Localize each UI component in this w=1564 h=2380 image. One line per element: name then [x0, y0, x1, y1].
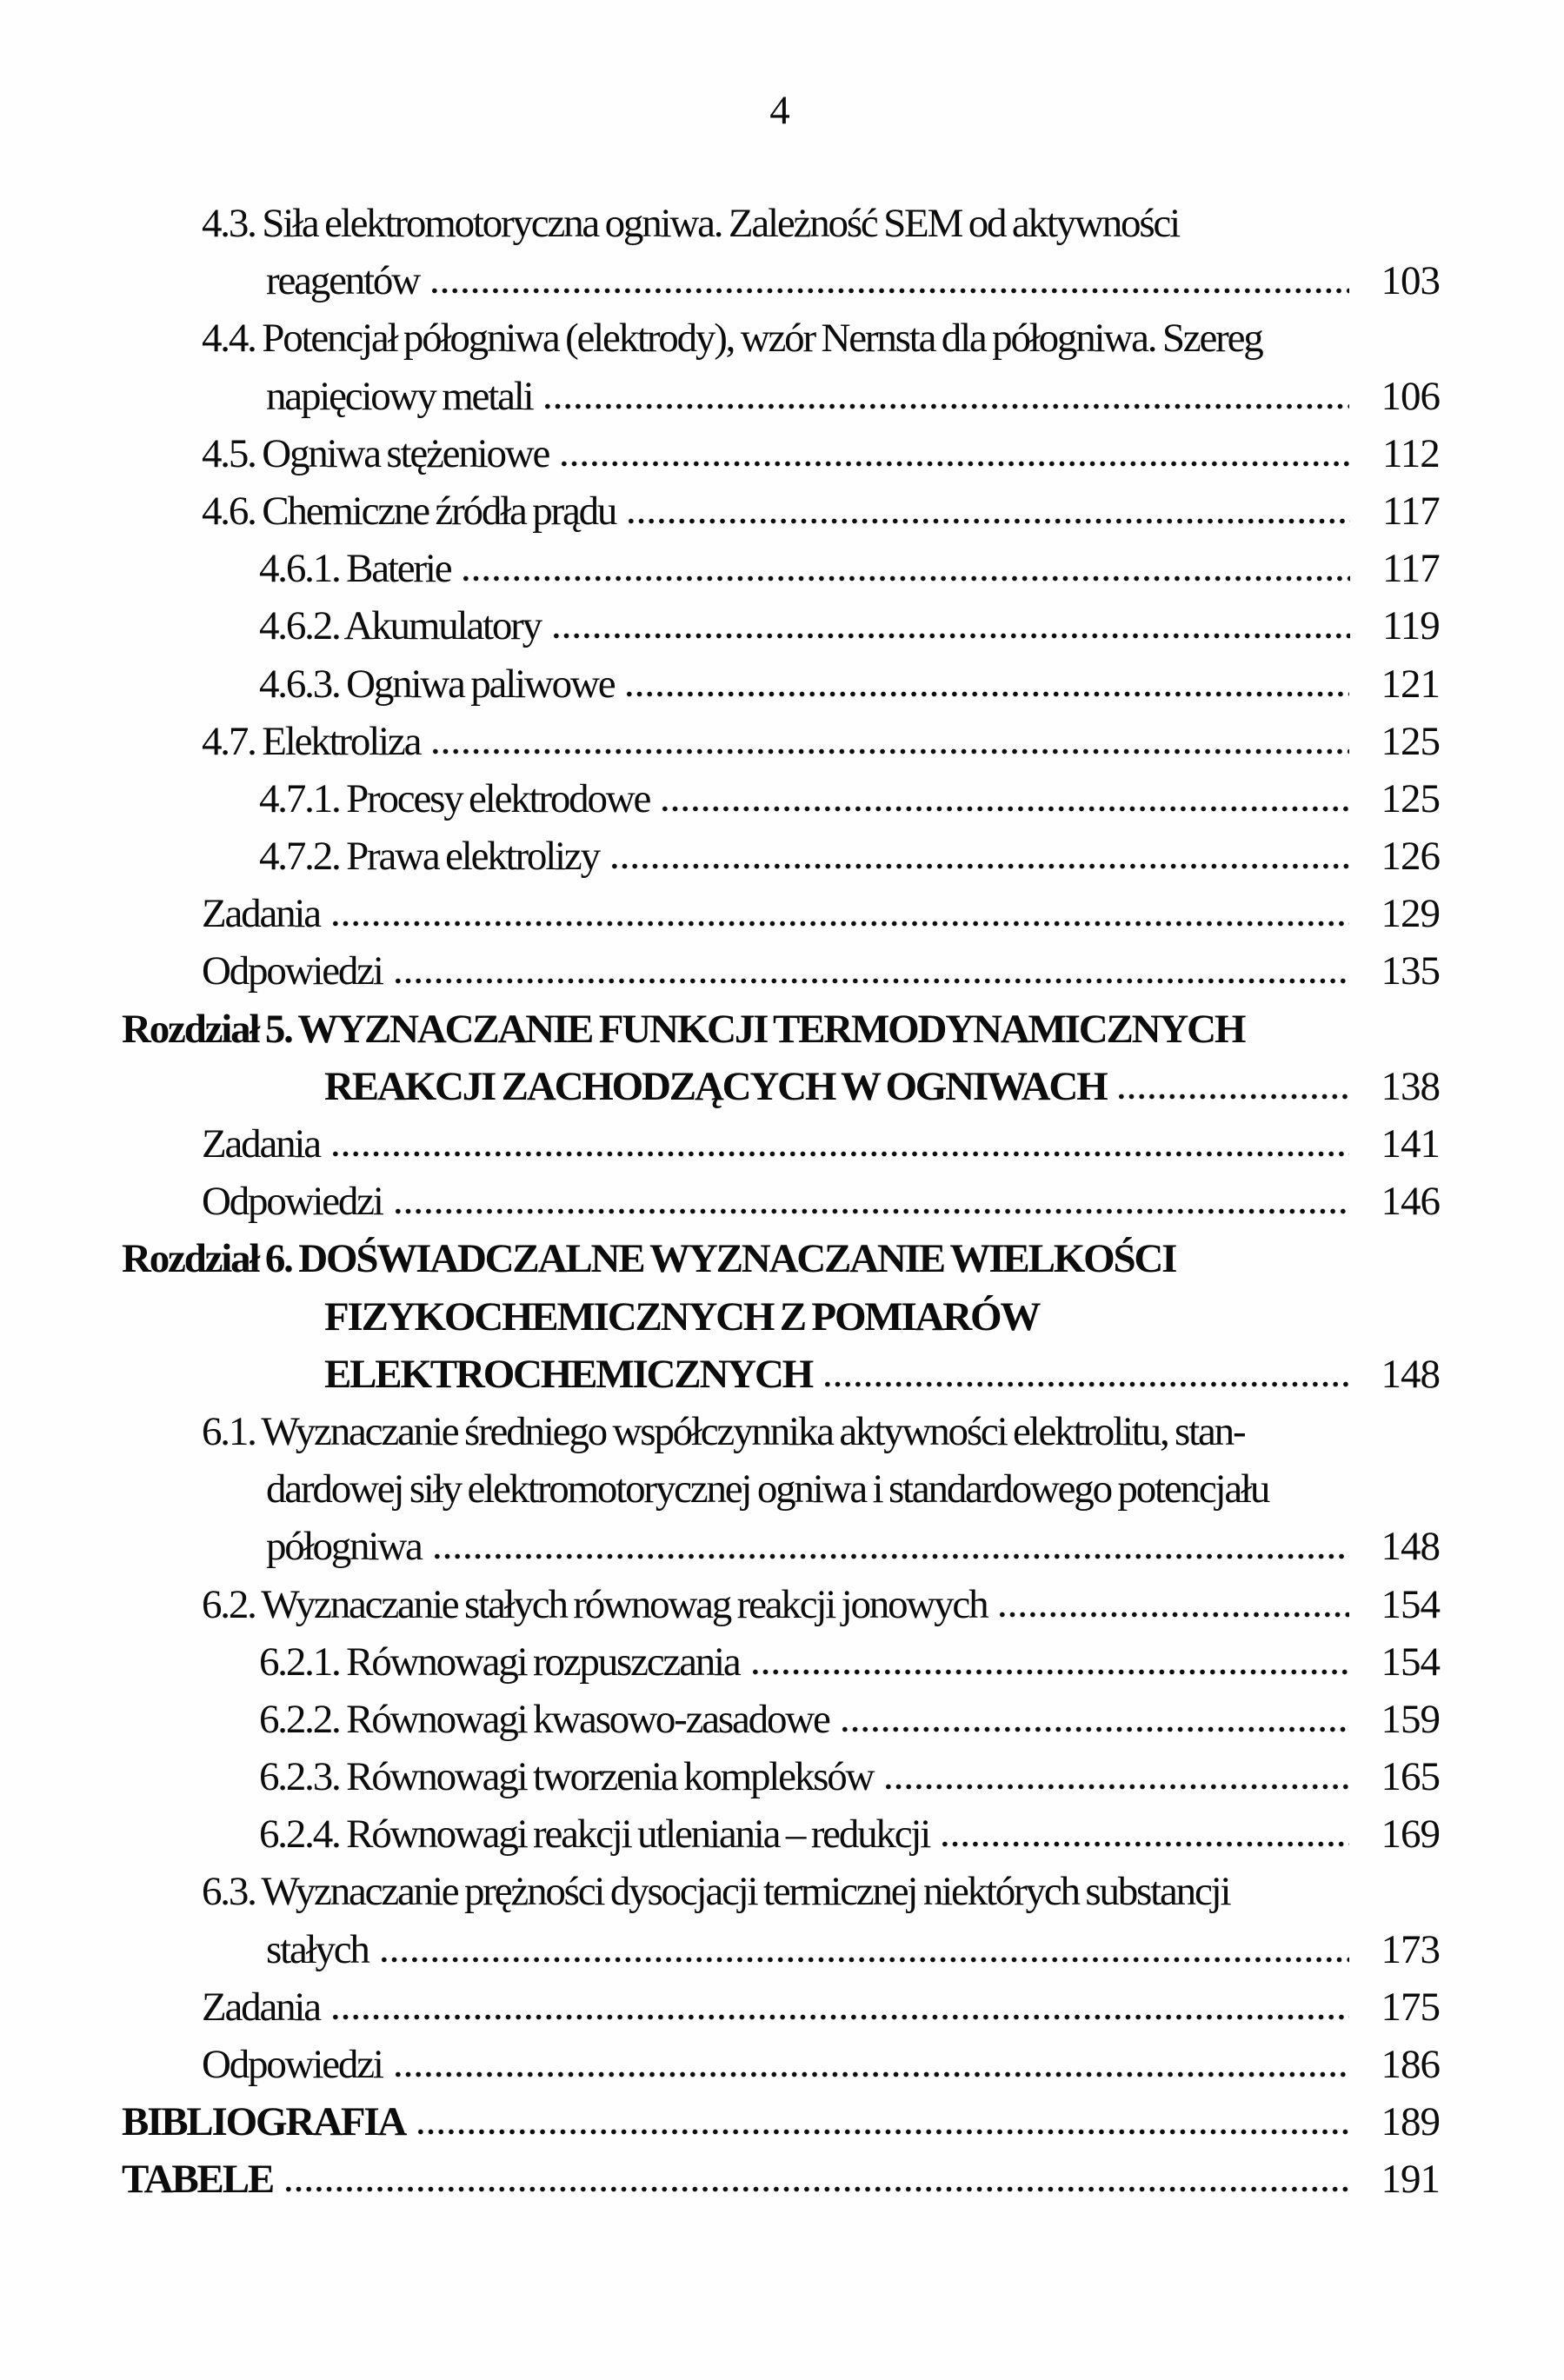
- toc-line: [122, 1346, 1440, 1403]
- toc-entry-text: 4.7.1. Procesy elektrodowe: [259, 775, 650, 821]
- toc-entry-text: BIBLIOGRAFIA: [122, 2099, 406, 2145]
- toc-entry-text: 4.6.2. Akumulatory: [259, 603, 541, 649]
- dot-leader: [283, 2185, 1349, 2193]
- toc-page-number: 121: [1381, 661, 1440, 707]
- toc-page-number: 119: [1382, 603, 1440, 649]
- dot-leader: [840, 1725, 1349, 1733]
- toc-page-number: 154: [1381, 1639, 1440, 1685]
- toc-entry-text: TABELE: [122, 2157, 273, 2203]
- dot-leader: [432, 1552, 1349, 1560]
- toc-entry-text: 6.3. Wyznaczanie prężności dysocjacji termicznej niektórych substancji: [202, 1869, 1230, 1915]
- toc-entry-text: 4.7. Elektroliza: [202, 718, 421, 764]
- toc-entry-text: 6.2.3. Równowagi tworzenia kompleksów: [259, 1754, 874, 1800]
- toc-entry-text: Odpowiedzi: [202, 1179, 383, 1225]
- toc-line: [122, 540, 1440, 597]
- toc-page-number: 138: [1381, 1063, 1440, 1109]
- toc-page-number: 125: [1381, 775, 1440, 821]
- toc-entry-text: 4.3. Siła elektromotoryczna ogniwa. Zależność SEM od aktywności: [202, 201, 1179, 246]
- toc-line: [122, 252, 1440, 309]
- toc-line: [122, 770, 1440, 828]
- toc-line: [122, 309, 1440, 367]
- toc-line: [122, 1863, 1440, 1920]
- toc-line: [122, 1691, 1440, 1748]
- toc-entry-text: stałych: [266, 1926, 369, 1972]
- toc-page-number: 159: [1381, 1696, 1440, 1742]
- toc-entry-text: reagentów: [266, 258, 419, 304]
- toc-entry-text: Rozdział 6. DOŚWIADCZALNE WYZNACZANIE WIELKOŚCI: [122, 1236, 1176, 1282]
- toc-page-number: 175: [1381, 1984, 1440, 2030]
- toc-page-number: 173: [1381, 1926, 1440, 1972]
- toc-page-number: 117: [1382, 546, 1440, 592]
- table-of-contents: [122, 195, 1440, 2209]
- toc-line: [122, 1978, 1440, 2036]
- toc-line: [122, 1058, 1440, 1115]
- dot-leader: [609, 862, 1349, 870]
- toc-page-number: 186: [1381, 2042, 1440, 2087]
- toc-page-number: 154: [1381, 1581, 1440, 1627]
- toc-entry-text: 6.2. Wyznaczanie stałych równowag reakcji jonowych: [202, 1581, 988, 1627]
- dot-leader: [750, 1668, 1349, 1676]
- toc-line: [122, 2093, 1440, 2151]
- toc-page-number: 189: [1381, 2099, 1440, 2145]
- toc-page-number: 141: [1381, 1121, 1440, 1167]
- toc-line: [122, 425, 1440, 482]
- toc-entry-text: Zadania: [202, 1121, 320, 1167]
- toc-entry-text: Zadania: [202, 891, 320, 937]
- toc-page-number: 148: [1381, 1351, 1440, 1397]
- toc-line: [122, 1576, 1440, 1633]
- toc-entry-text: Rozdział 5. WYZNACZANIE FUNKCJI TERMODYNAMICZNYCH: [122, 1006, 1245, 1052]
- toc-line: [122, 1115, 1440, 1173]
- toc-entry-text: ELEKTROCHEMICZNYCH: [324, 1351, 813, 1397]
- toc-page-number: 135: [1381, 948, 1440, 994]
- toc-entry-text: Zadania: [202, 1984, 320, 2030]
- toc-page-number: 129: [1381, 891, 1440, 937]
- toc-line: [122, 1403, 1440, 1460]
- toc-page-number: 125: [1381, 718, 1440, 764]
- dot-leader: [1116, 1093, 1348, 1100]
- toc-entry-text: 6.2.4. Równowagi reakcji utleniania – redukcji: [259, 1812, 930, 1858]
- dot-leader: [997, 1611, 1348, 1619]
- dot-leader: [551, 632, 1350, 640]
- toc-page-number: 106: [1381, 373, 1440, 419]
- toc-page-number: 169: [1381, 1812, 1440, 1858]
- dot-leader: [883, 1783, 1348, 1791]
- toc-entry-text: Odpowiedzi: [202, 948, 383, 994]
- toc-page-number: 112: [1382, 430, 1440, 476]
- toc-page-number: 148: [1381, 1524, 1440, 1570]
- toc-entry-text: 4.7.2. Prawa elektrolizy: [259, 834, 599, 880]
- toc-page-number: 103: [1381, 258, 1440, 304]
- toc-line: [122, 1173, 1440, 1230]
- toc-entry-text: Odpowiedzi: [202, 2042, 383, 2087]
- toc-line: [122, 1518, 1440, 1575]
- toc-entry-text: półogniwa: [266, 1524, 422, 1570]
- toc-page-number: 146: [1381, 1179, 1440, 1225]
- toc-entry-text: napięciowy metali: [266, 373, 533, 419]
- toc-entry-text: 4.6. Chemiczne źródła prądu: [202, 488, 616, 534]
- toc-line: [122, 1805, 1440, 1863]
- dot-leader: [379, 1956, 1349, 1964]
- toc-line: [122, 2036, 1440, 2093]
- dot-leader: [542, 402, 1348, 410]
- dot-leader: [626, 517, 1350, 525]
- toc-line: [122, 368, 1440, 425]
- toc-line: [122, 195, 1440, 252]
- toc-page-number: 117: [1382, 488, 1440, 534]
- toc-line: [122, 1748, 1440, 1805]
- toc-line: [122, 482, 1440, 540]
- dot-leader: [330, 920, 1349, 927]
- dot-leader: [660, 805, 1348, 813]
- dot-leader: [461, 575, 1350, 582]
- toc-line: [122, 1001, 1440, 1058]
- dot-leader: [624, 690, 1348, 698]
- dot-leader: [430, 748, 1348, 755]
- dot-leader: [940, 1840, 1348, 1848]
- toc-entry-text: FIZYKOCHEMICZNYCH Z POMIARÓW: [324, 1293, 1040, 1340]
- toc-line: [122, 1633, 1440, 1691]
- toc-line: [122, 1921, 1440, 1978]
- toc-page-number: 126: [1381, 834, 1440, 880]
- dot-leader: [393, 977, 1349, 985]
- dot-leader: [330, 1150, 1349, 1158]
- toc-entry-text: 6.2.1. Równowagi rozpuszczania: [259, 1639, 740, 1685]
- toc-entry-text: 4.6.1. Baterie: [259, 546, 451, 592]
- toc-line: [122, 597, 1440, 655]
- toc-entry-text: 4.5. Ogniwa stężeniowe: [202, 430, 549, 476]
- toc-line: [122, 655, 1440, 713]
- toc-line: [122, 885, 1440, 942]
- toc-line: [122, 1288, 1440, 1346]
- toc-line: [122, 1230, 1440, 1287]
- toc-entry-text: 4.6.3. Ogniwa paliwowe: [259, 661, 615, 707]
- dot-leader: [559, 460, 1350, 468]
- toc-entry-text: 6.1. Wyznaczanie średniego współczynnika aktywności elektrolitu, stan-: [202, 1408, 1245, 1454]
- toc-page-number: 191: [1381, 2157, 1440, 2203]
- toc-entry-text: 6.2.2. Równowagi kwasowo-zasadowe: [259, 1696, 829, 1742]
- toc-entry-text: dardowej siły elektromotorycznej ogniwa i standardowego potencjału: [266, 1466, 1269, 1512]
- dot-leader: [393, 1207, 1349, 1215]
- toc-line: [122, 2151, 1440, 2208]
- toc-line: [122, 828, 1440, 885]
- dot-leader: [393, 2071, 1349, 2078]
- toc-line: [122, 942, 1440, 1000]
- dot-leader: [822, 1380, 1348, 1388]
- toc-page-number: 165: [1381, 1754, 1440, 1800]
- dot-leader: [416, 2128, 1348, 2136]
- dot-leader: [429, 287, 1349, 295]
- toc-entry-text: REAKCJI ZACHODZĄCYCH W OGNIWACH: [324, 1063, 1107, 1109]
- toc-entry-text: 4.4. Potencjał półogniwa (elektrody), wzór Nernsta dla półogniwa. Szereg: [202, 316, 1262, 362]
- dot-leader: [330, 2013, 1349, 2021]
- toc-line: [122, 1460, 1440, 1518]
- toc-line: [122, 713, 1440, 770]
- page-number: 4: [769, 88, 790, 133]
